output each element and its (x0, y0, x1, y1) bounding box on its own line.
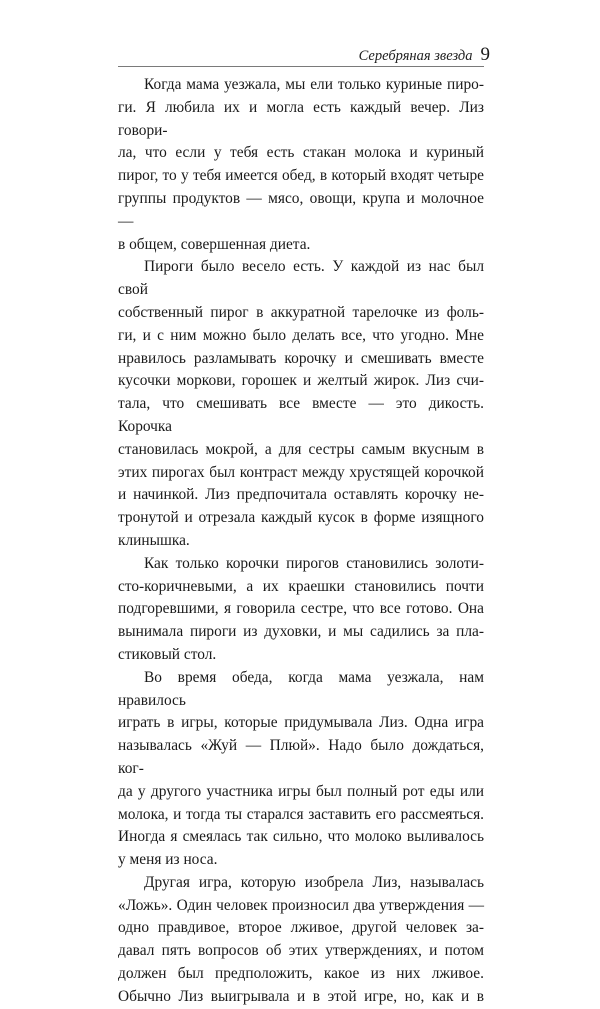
text-line: Пироги было весело есть. У каждой из нас был свой (118, 258, 484, 299)
running-head (359, 44, 490, 66)
book-title: Серебряная звезда (358, 48, 473, 64)
text-line: молока, и тогда ты старался заставить его рассмеяться. (118, 805, 484, 823)
text-line: ги. Я любила их и могла есть каждый вечер. Лиз говори- (118, 98, 484, 139)
text-line: стиковый стол. (118, 645, 217, 663)
text-line: Обычно Лиз выигрывала и в этой игре, но, как и в (118, 987, 484, 1005)
text-line: этих пирогах был контраст между хрустящей корочкой (118, 463, 484, 481)
text-line: Как только корочки пирогов становились золоти- (144, 554, 484, 572)
text-line: и начинкой. Лиз предпочитала оставлять корочку не- (118, 486, 484, 504)
text-line: Во время обеда, когда мама уезжала, нам нравилось (118, 668, 484, 709)
text-line: да у другого участника игры был полный рот еды или (118, 782, 484, 800)
paragraph-2 (118, 256, 484, 552)
text-line: становилась мокрой, а для сестры самым вкусным в (118, 440, 484, 458)
text-line: Когда мама уезжала, мы ели только куриные пиро- (144, 76, 484, 93)
text-line: ла, что если у тебя есть стакан молока и куриный (118, 144, 484, 162)
paragraph-3 (118, 553, 484, 667)
body-text (118, 74, 484, 1009)
header-rule (118, 66, 484, 67)
text-line: клинышка. (118, 531, 190, 549)
text-line: нравилось разламывать корочку и смешивать вместе (118, 349, 484, 367)
text-line: должен был предположить, какое из них лживое. (118, 965, 484, 983)
paragraph-1 (118, 74, 484, 256)
text-line: пирог, то у тебя имеется обед, в который входят четыре (118, 167, 484, 185)
text-line: называлась «Жуй — Плюй». Надо было дождаться, ког- (118, 737, 484, 777)
text-line: вынимала пироги из духовки, и мы садились за пла- (118, 623, 484, 641)
text-line: одно правдивое, второе лживое, другой человек за- (118, 919, 484, 937)
text-line: в общем, совершенная диета. (118, 235, 311, 253)
text-line: подгоревшими, я говорила сестре, что все готово. Она (118, 600, 484, 618)
text-line: группы продуктов — мясо, овощи, крупа и молочное — (118, 189, 484, 230)
text-line: тала, что смешивать все вместе — это дикость. Корочка (118, 395, 484, 435)
text-line: «Ложь». Один человек произносил два утверждения — (118, 896, 484, 914)
text-line: собственный пирог в аккуратной тарелочке из фоль- (118, 303, 484, 321)
text-line: Другая игра, которую изобрела Лиз, называлась (144, 873, 484, 891)
text-line: ги, и с ним можно было делать все, что угодно. Мне (118, 326, 484, 344)
text-line: сто-коричневыми, а их краешки становились почти (118, 577, 484, 595)
page-number: 9 (480, 44, 490, 65)
text-line: кусочки моркови, горошек и желтый жирок. Лиз счи- (118, 372, 484, 390)
text-line: тронутой и отрезала каждый кусок в форме изящного (118, 509, 484, 527)
text-line: давал пять вопросов об этих утверждениях, и потом (118, 942, 484, 960)
text-line: играть в игры, которые придумывала Лиз. Одна игра (118, 714, 484, 732)
text-line: Иногда я смеялась так сильно, что молоко выливалось (118, 828, 484, 846)
paragraph-5 (118, 872, 484, 1009)
paragraph-4 (118, 667, 484, 872)
text-line: у меня из носа. (118, 851, 218, 869)
